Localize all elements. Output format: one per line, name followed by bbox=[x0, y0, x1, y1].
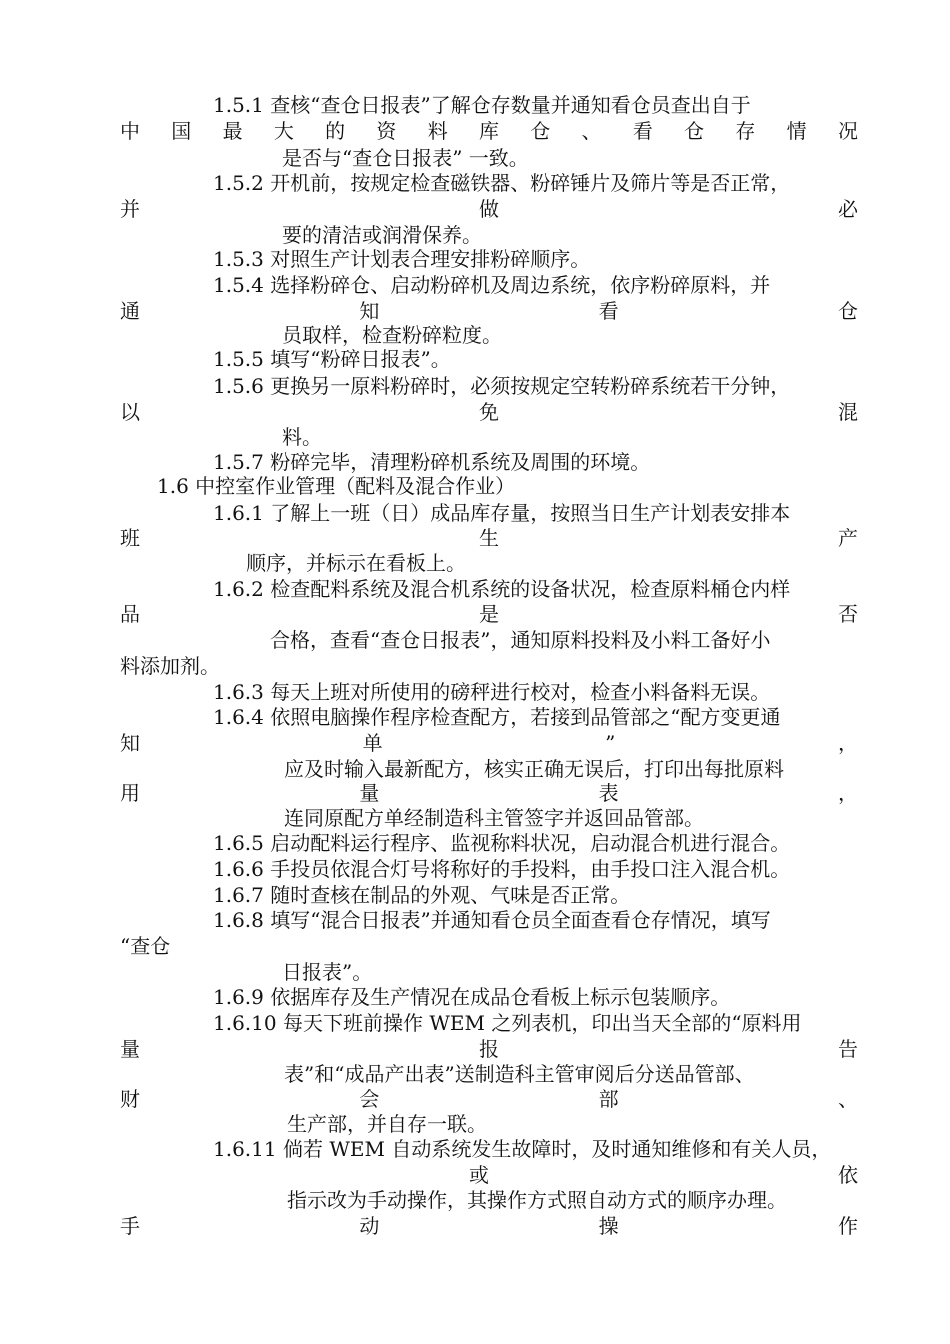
justified-char: 通 bbox=[120, 299, 140, 323]
item-1-6-10-line-5: 生产部，并自存一联。 bbox=[287, 1112, 487, 1136]
justified-char: 报 bbox=[479, 1037, 499, 1061]
justified-char: 作 bbox=[837, 1214, 858, 1238]
item-1-6-4-line-2 bbox=[120, 730, 858, 756]
justified-char: 动 bbox=[359, 1214, 380, 1238]
justified-char: 资 bbox=[376, 119, 397, 143]
item-1-6-11-line-2 bbox=[120, 1162, 858, 1188]
justified-char: 否 bbox=[838, 602, 858, 626]
justified-char: 大 bbox=[273, 119, 294, 143]
item-1-6-10-line-3: 表”和“成品产出表”送制造科主管审阅后分送品管部、 bbox=[284, 1062, 755, 1086]
item-1-6-11-line-3: 指示改为手动操作，其操作方式照自动方式的顺序办理。 bbox=[287, 1188, 787, 1212]
justified-char: 生 bbox=[479, 526, 499, 550]
item-1-5-1-line-2 bbox=[120, 118, 858, 144]
justified-char: 知 bbox=[359, 299, 380, 323]
item-1-5-3: 1.5.3 对照生产计划表合理安排粉碎顺序。 bbox=[213, 247, 591, 271]
item-1-6-1-line-2 bbox=[120, 525, 858, 551]
item-1-6-4-line-3: 应及时输入最新配方，核实正确无误后，打印出每批原料 bbox=[284, 757, 784, 781]
justified-char: 量 bbox=[120, 1037, 140, 1061]
justified-char: 必 bbox=[838, 197, 858, 221]
item-1-6-8-line-1: 1.6.8 填写“混合日报表”并通知看仓员全面查看仓存情况，填写 bbox=[213, 908, 771, 932]
item-1-6-3: 1.6.3 每天上班对所使用的磅秤进行校对，检查小料备料无误。 bbox=[213, 680, 771, 704]
justified-char: 表 bbox=[598, 781, 619, 805]
item-1-5-5: 1.5.5 填写“粉碎日报表”。 bbox=[213, 347, 451, 371]
justified-char: 品 bbox=[120, 602, 140, 626]
item-1-5-4-line-3: 员取样，检查粉碎粒度。 bbox=[282, 323, 502, 347]
item-1-6-9: 1.6.9 依据库存及生产情况在成品仓看板上标示包装顺序。 bbox=[213, 985, 731, 1009]
justified-char: 情 bbox=[786, 119, 807, 143]
justified-char: 是 bbox=[479, 602, 499, 626]
justified-char: 并 bbox=[120, 197, 140, 221]
item-1-5-4-line-1: 1.5.4 选择粉碎仓、启动粉碎机及周边系统，依序粉碎原料，并 bbox=[213, 273, 771, 297]
justified-char: 、 bbox=[581, 119, 602, 143]
justified-char: 量 bbox=[359, 781, 380, 805]
justified-char: 仓 bbox=[530, 119, 551, 143]
item-1-6-10-line-4 bbox=[120, 1086, 858, 1112]
item-1-6-11-line-4 bbox=[120, 1213, 858, 1239]
justified-char: 产 bbox=[838, 526, 858, 550]
justified-char: 做 bbox=[479, 197, 499, 221]
justified-char: 以 bbox=[120, 400, 140, 424]
item-1-6-1-line-1: 1.6.1 了解上一班（日）成品库存量，按照当日生产计划表安排本 bbox=[213, 501, 791, 525]
item-1-6-4-line-5: 连同原配方单经制造科主管签字并返回品管部。 bbox=[284, 806, 704, 830]
item-1-6-8-line-3: 日报表”。 bbox=[282, 960, 373, 984]
section-1-6-heading: 1.6 中控室作业管理（配料及混合作业） bbox=[157, 474, 516, 498]
justified-char: 仓 bbox=[684, 119, 705, 143]
justified-char: 况 bbox=[837, 119, 858, 143]
justified-char: 部 bbox=[598, 1087, 619, 1111]
item-1-6-4-line-4 bbox=[120, 780, 858, 806]
justified-char: 班 bbox=[120, 526, 140, 550]
item-1-6-2-line-1: 1.6.2 检查配料系统及混合机系统的设备状况，检查原料桶仓内样 bbox=[213, 577, 791, 601]
justified-char: 混 bbox=[838, 400, 858, 424]
item-1-6-2-line-3: 合格，查看“查仓日报表”，通知原料投料及小料工备好小 bbox=[270, 628, 771, 652]
justified-char: 用 bbox=[120, 781, 140, 805]
justified-char: 手 bbox=[120, 1214, 140, 1238]
justified-char: 仓 bbox=[837, 299, 858, 323]
justified-char: ” bbox=[605, 731, 616, 755]
justified-char: 最 bbox=[222, 119, 243, 143]
item-1-6-10-line-1: 1.6.10 每天下班前操作 WEM 之列表机，印出当天全部的“原料用 bbox=[213, 1011, 802, 1035]
item-1-5-2-line-1: 1.5.2 开机前，按规定检查磁铁器、粉碎锤片及筛片等是否正常， bbox=[213, 171, 791, 195]
justified-char: 国 bbox=[171, 119, 192, 143]
item-1-5-6-line-1: 1.5.6 更换另一原料粉碎时，必须按规定空转粉碎系统若干分钟， bbox=[213, 374, 791, 398]
justified-char: 知 bbox=[120, 731, 140, 755]
item-1-5-2-line-2 bbox=[120, 196, 858, 222]
justified-char: 操 bbox=[598, 1214, 619, 1238]
item-1-5-4-line-2 bbox=[120, 298, 858, 324]
justified-char: 看 bbox=[632, 119, 653, 143]
justified-char: 的 bbox=[325, 119, 346, 143]
justified-char: 看 bbox=[598, 299, 619, 323]
item-1-5-2-line-3: 要的清洁或润滑保养。 bbox=[282, 223, 482, 247]
item-1-6-2-line-4: 料添加剂。 bbox=[120, 654, 220, 678]
justified-char: 中 bbox=[120, 119, 140, 143]
item-1-6-8-line-2: “查仓 bbox=[120, 934, 171, 958]
item-1-5-1-line-1: 1.5.1 查核“查仓日报表”了解仓存数量并通知看仓员查出自于 bbox=[213, 93, 751, 117]
item-1-6-4-line-1: 1.6.4 依照电脑操作程序检查配方，若接到品管部之“配方变更通 bbox=[213, 705, 781, 729]
justified-char: 存 bbox=[735, 119, 756, 143]
item-1-5-1-line-3: 是否与“查仓日报表” 一致。 bbox=[282, 146, 529, 170]
justified-char: 免 bbox=[479, 400, 499, 424]
justified-char: 依 bbox=[838, 1163, 858, 1187]
justified-char: 告 bbox=[838, 1037, 858, 1061]
item-1-6-7: 1.6.7 随时查核在制品的外观、气味是否正常。 bbox=[213, 883, 631, 907]
justified-char: ， bbox=[837, 731, 858, 755]
justified-char: ， bbox=[837, 781, 858, 805]
item-1-5-6-line-3: 料。 bbox=[282, 425, 322, 449]
justified-char: 单 bbox=[362, 731, 383, 755]
item-1-6-2-line-2 bbox=[120, 601, 858, 627]
item-1-6-10-line-2 bbox=[120, 1036, 858, 1062]
justified-char: 库 bbox=[478, 119, 499, 143]
justified-char: 或 bbox=[469, 1163, 489, 1187]
justified-char: 财 bbox=[120, 1087, 140, 1111]
justified-char: 料 bbox=[427, 119, 448, 143]
justified-char: 会 bbox=[359, 1087, 380, 1111]
justified-char: 、 bbox=[837, 1087, 858, 1111]
item-1-6-11-line-1: 1.6.11 倘若 WEM 自动系统发生故障时，及时通知维修和有关人员， bbox=[213, 1137, 832, 1161]
item-1-6-1-line-3: 顺序，并标示在看板上。 bbox=[246, 551, 466, 575]
item-1-6-5: 1.6.5 启动配料运行程序、监视称料状况，启动混合机进行混合。 bbox=[213, 831, 791, 855]
item-1-5-6-line-2 bbox=[120, 399, 858, 425]
item-1-6-6: 1.6.6 手投员依混合灯号将称好的手投料，由手投口注入混合机。 bbox=[213, 857, 791, 881]
item-1-5-7: 1.5.7 粉碎完毕，清理粉碎机系统及周围的环境。 bbox=[213, 450, 651, 474]
